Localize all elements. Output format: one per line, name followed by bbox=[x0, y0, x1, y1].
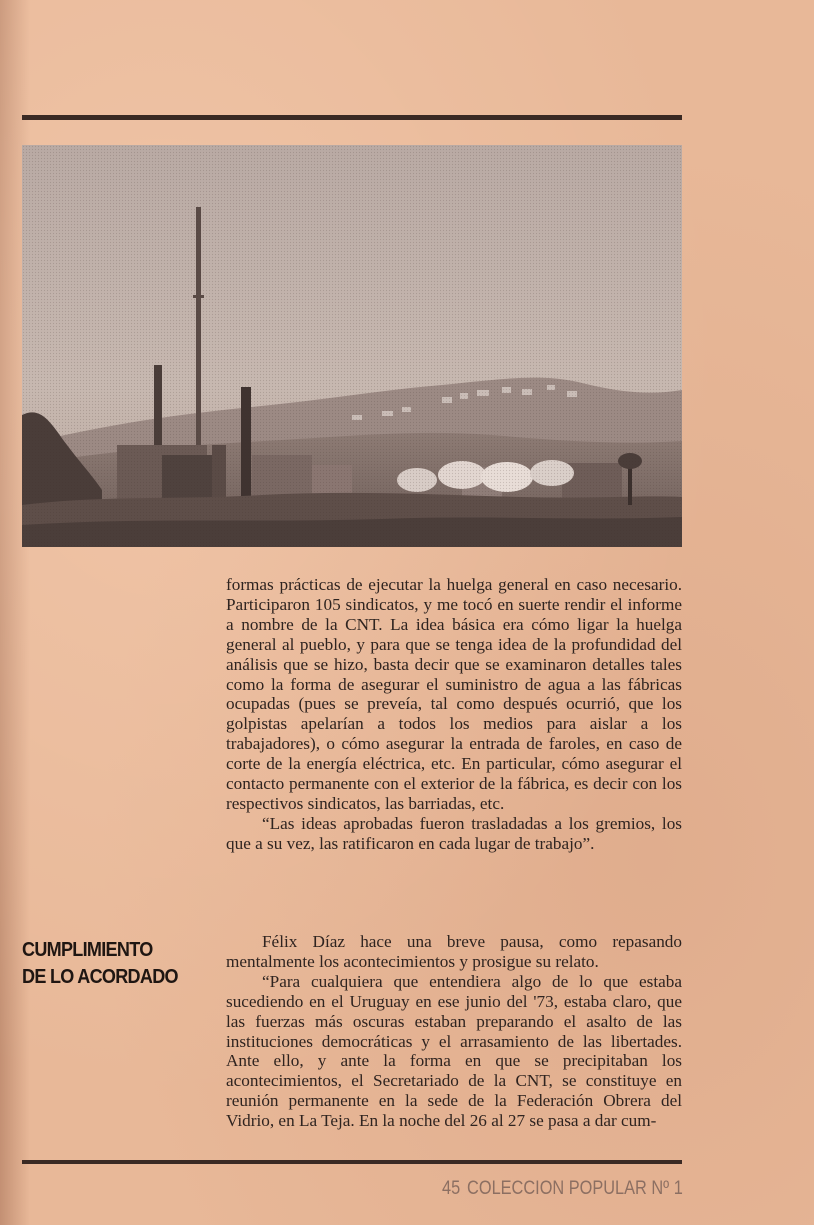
factory-photo bbox=[22, 145, 682, 547]
paragraph: Félix Díaz hace una breve pausa, como repasando mentalmente los acontecimientos y prosigue su relato. bbox=[226, 932, 682, 971]
article-text-block-2 bbox=[226, 932, 682, 1131]
paragraph: “Las ideas aprobadas fueron trasladadas a los gremios, los que a su vez, las ratificaron en cada lugar de trabajo”. bbox=[226, 813, 682, 853]
page-number: 45 bbox=[442, 1178, 461, 1199]
paragraph: “Para cualquiera que entendiera algo de lo que estaba sucediendo en el Uruguay en ese junio del '73, estaba claro, que las fuerzas más oscuras estaban preparando el asalto de las instituciones democráticas y el arrasamiento de las libertades. Ante ello, y ante la forma en que se precipitaban los acontecimientos, el Secretariado de la CNT, se constituye en reunión permanente en la sede de la Federación Obrera del Vidrio, en La Teja. En la noche del 26 al 27 se pasa a dar cum- bbox=[226, 971, 682, 1131]
bottom-rule bbox=[22, 1160, 682, 1164]
section-heading-line: DE LO ACORDADO bbox=[22, 965, 178, 988]
top-rule bbox=[22, 115, 682, 120]
section-heading bbox=[22, 936, 189, 990]
section-heading-line: CUMPLIMIENTO bbox=[22, 938, 153, 961]
paragraph: formas prácticas de ejecutar la huelga general en caso necesario. Participaron 105 sindicatos, y me tocó en suerte rendir el informe a nombre de la CNT. La idea básica era cómo ligar la huelga general al pueblo, y para que se tenga idea de la profundidad del análisis que se hizo, basta decir que se examinaron detalles tales como la forma de asegurar el suministro de agua a las fábricas ocupadas (pues se preveía, tal como después ocurrió, que los golpistas apelarían a todos los medios para aislar a los trabajadores), o cómo asegurar la entrada de faroles, en caso de corte de la energía eléctrica, etc. En particular, cómo asegurar el contacto permanente con el exterior de la fábrica, es decir con los respectivos sindicatos, las barriadas, etc. bbox=[226, 575, 682, 813]
page-footer bbox=[442, 1178, 690, 1200]
article-text-block-1 bbox=[226, 575, 682, 854]
collection-name: COLECCION POPULAR Nº 1 bbox=[467, 1178, 683, 1199]
